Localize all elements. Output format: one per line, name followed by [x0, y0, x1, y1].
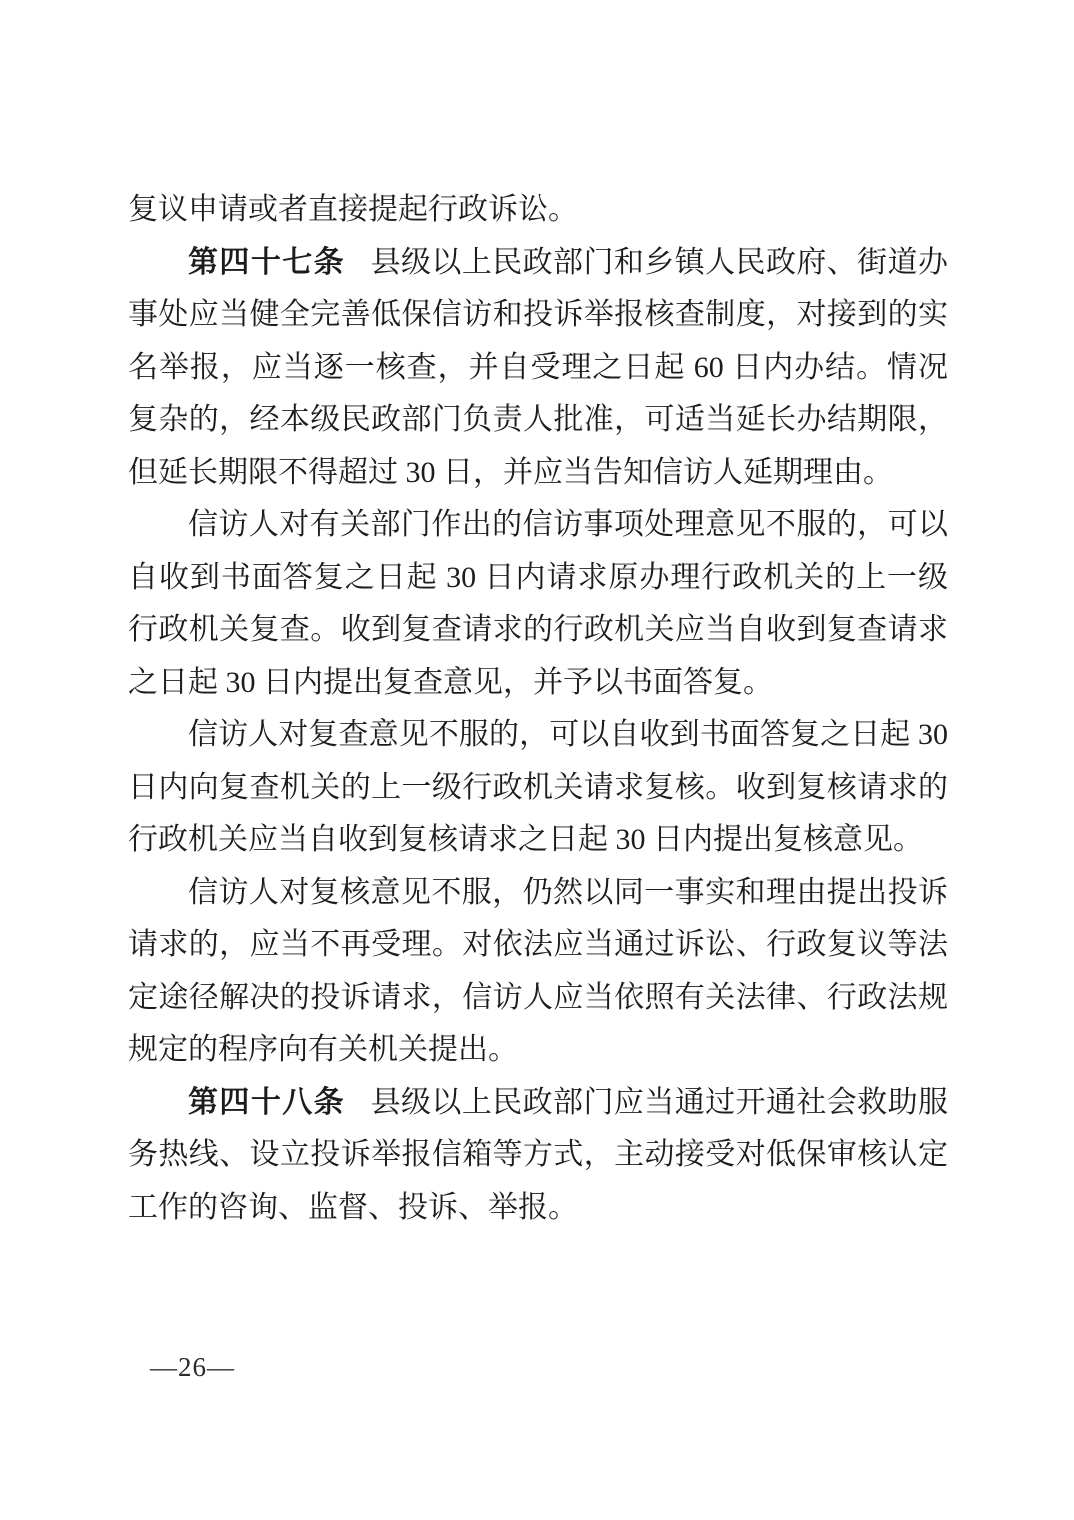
paragraph [128, 184, 948, 237]
page-number: —26— [150, 1352, 235, 1382]
paragraph [128, 867, 948, 1077]
paragraph-text: 县级以上民政部门应当通过开通社会救助服务热线、设立投诉举报信箱等方式，主动接受对低保审核认定工作的咨询、监督、投诉、举报。 [128, 1085, 949, 1224]
paragraph [128, 237, 948, 500]
paragraph-text: 复议申请或者直接提起行政诉讼。 [128, 193, 578, 226]
document-text-block [128, 184, 948, 1234]
paragraph-text: 信访人对复查意见不服的，可以自收到书面答复之日起 30 日内向复查机关的上一级行政机关请求复核。收到复核请求的行政机关应当自收到复核请求之日起 30 日内提出复核意见。 [128, 718, 948, 856]
paragraph-text: 县级以上民政部门和乡镇人民政府、街道办事处应当健全完善低保信访和投诉举报核查制度，对接到的实名举报，应当逐一核查，并自受理之日起 60 日内办结。情况复杂的，经本级民政部门负责人批准，可适当延长办结期限，但延长期限不得超过 30 日，并应当告知信访人延期理由。 [128, 245, 949, 489]
article-number: 第四十八条 [188, 1085, 346, 1119]
paragraph [128, 709, 948, 867]
article-number: 第四十七条 [188, 245, 346, 279]
paragraph [128, 499, 948, 709]
paragraph-text: 信访人对有关部门作出的信访事项处理意见不服的，可以自收到书面答复之日起 30 日内请求原办理行政机关的上一级行政机关复查。收到复查请求的行政机关应当自收到复查请求之日起 30 日内提出复查意见，并予以书面答复。 [128, 508, 948, 699]
paragraph [128, 1077, 948, 1235]
paragraph-text: 信访人对复核意见不服，仍然以同一事实和理由提出投诉请求的，应当不再受理。对依法应当通过诉讼、行政复议等法定途径解决的投诉请求，信访人应当依照有关法律、行政法规规定的程序向有关机关提出。 [128, 875, 948, 1066]
